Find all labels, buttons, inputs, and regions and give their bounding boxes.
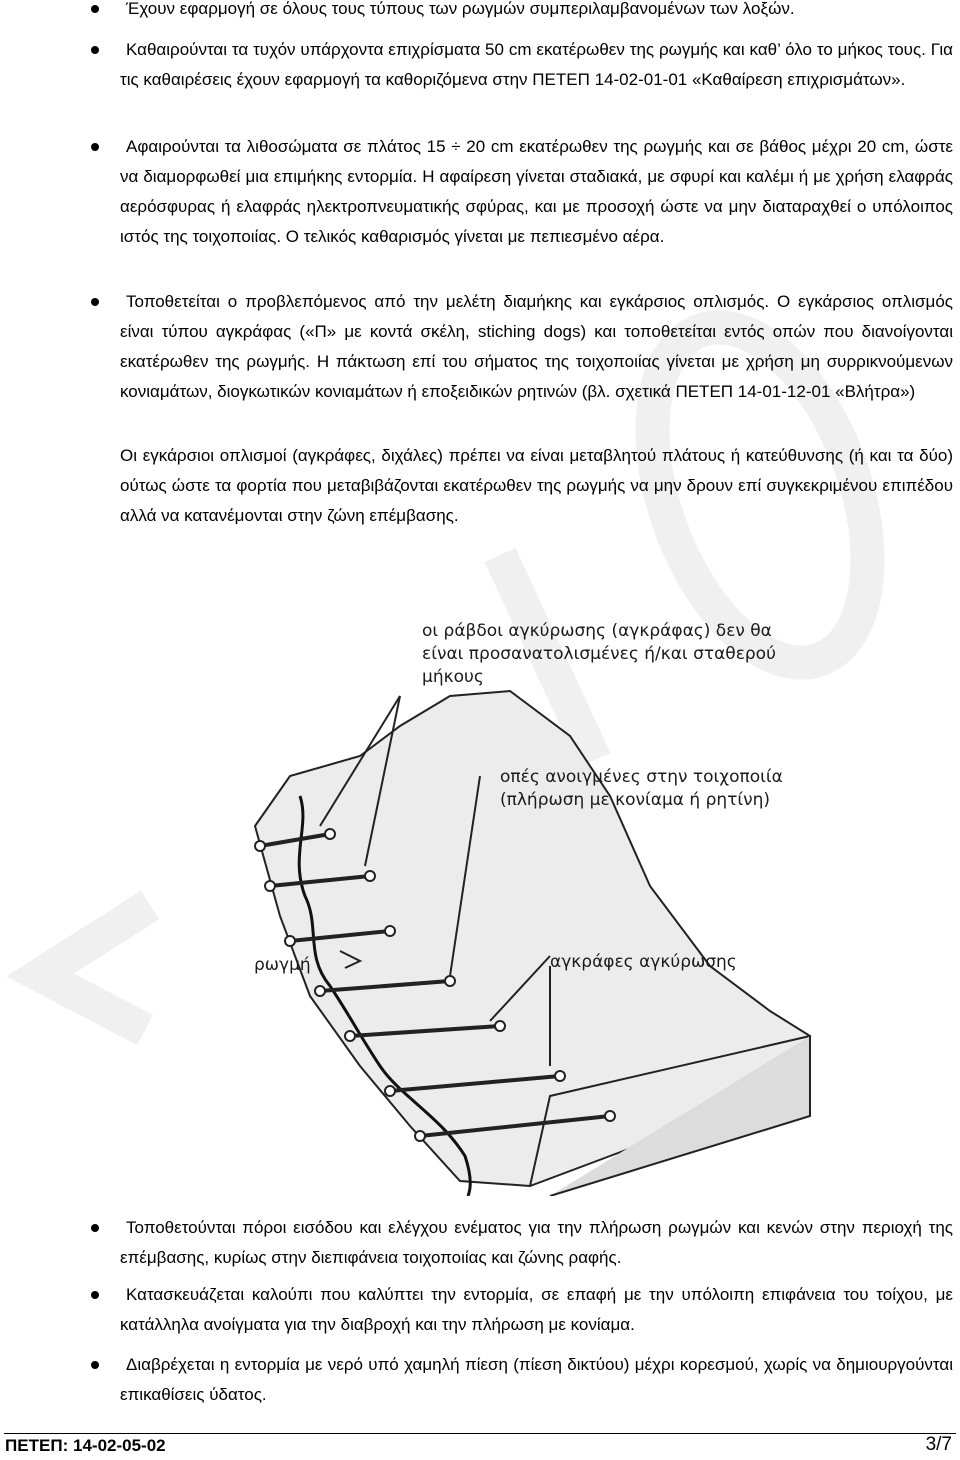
- list-item-text: Διαβρέχεται η εντορμία με νερό υπό χαμηλή πίεση (πίεση δικτύου) μέχρι κορεσμού, χωρίς να δημιουργούνται επικαθίσεις ύδατος.: [120, 1355, 953, 1404]
- label-anchor: αγκράφες αγκύρωσης: [550, 952, 737, 972]
- stitching-figure: [250, 596, 960, 1196]
- bullet-icon: [91, 1361, 99, 1369]
- bullet-icon: [91, 143, 99, 151]
- footer-code: ΠΕΤΕΠ: 14-02-05-02: [5, 1436, 166, 1455]
- list-item-text: Κατασκευάζεται καλούπι που καλύπτει την εντορμία, σε επαφή με την υπόλοιπη επιφάνεια του τοίχου, με κατάλληλα ανοίγματα για την διαβροχή και την πλήρωση με κονίαμα.: [120, 1285, 953, 1334]
- list-item-text: Τοποθετούνται πόροι εισόδου και ελέγχου ενέματος για την πλήρωση ρωγμών και κενών στην περιοχή της επέμβασης, κυρίως στην διεπιφάνεια τοιχοποιίας και ζώνης ραφής.: [120, 1218, 953, 1267]
- list-item-text: Καθαιρούνται τα τυχόν υπάρχοντα επιχρίσματα 50 cm εκατέρωθεν της ρωγμής και καθ’ όλο το μήκος τους. Για τις καθαιρέσεις έχουν εφαρμογή τα καθοριζόμενα στην ΠΕΤΕΠ 14-02-01-01 «Καθαίρεση επιχρισμάτων».: [120, 40, 953, 89]
- bullet-icon: [91, 5, 99, 13]
- bullet-icon: [91, 46, 99, 54]
- page-number: 3/7: [925, 1434, 952, 1455]
- bullet-icon: [91, 1224, 99, 1232]
- label-crack: ρωγμή: [254, 955, 311, 975]
- list-item: [120, 1350, 953, 1410]
- list-item: [120, 287, 953, 407]
- list-item: [120, 1213, 953, 1273]
- list-item: [120, 35, 953, 95]
- list-item: [120, 1280, 953, 1340]
- bullet-icon: [91, 298, 99, 306]
- label-anchors: οι ράβδοι αγκύρωσης (αγκράφας) δεν θα είναι προσανατολισμένες ή/και σταθερού μήκους: [422, 621, 776, 687]
- list-item-text: Αφαιρούνται τα λιθοσώματα σε πλάτος 15 ÷ 20 cm εκατέρωθεν της ρωγμής και σε βάθος μέχρι 20 cm, ώστε να διαμορφωθεί μια επιμήκης εντορμία. Η αφαίρεση γίνεται σταδιακά, με σφυρί και καλέμι ή με χρήση ελαφράς αερόσφυρας ή ελαφράς ηλεκτροπνευματικής σφύρας, και με προσοχή ώστε να μην διαταραχθεί ο υπόλοιπος ιστός της τοιχοποιίας. Ο τελικός καθαρισμός γίνεται με πεπιεσμένο αέρα.: [120, 137, 953, 246]
- list-item-text: Τοποθετείται ο προβλεπόμενος από την μελέτη διαμήκης και εγκάρσιος οπλισμός. Ο εγκάρσιος οπλισμός είναι τύπου αγκράφας («Π» με κοντά σκέλη, stiching dogs) και τοποθετείται εντός οπών που διανοίγονται εκατέρωθεν της ρωγμής. Η πάκτωση επί του σήματος της τοιχοποιίας γίνεται με χρήση μη συρρικνούμενων κονιαμάτων, διογκωτικών κονιαμάτων ή εποξειδικών ρητινών (βλ. σχετικά ΠΕΤΕΠ 14-01-12-01 «Βλήτρα»): [120, 292, 953, 401]
- bullet-icon: [91, 1291, 99, 1299]
- list-item: [120, 132, 953, 252]
- body-paragraph: Οι εγκάρσιοι οπλισμοί (αγκράφες, διχάλες) πρέπει να είναι μεταβλητού πλάτους ή κατεύθυνσης (ή και τα δύο) ούτως ώστε τα φορτία που μεταβιβάζονται εκατέρωθεν της ρωγμής να μην δρουν επί συγκεκριμένου επιπέδου αλλά να κατανέμονται στην ζώνη επέμβασης.: [120, 446, 953, 525]
- label-holes: οπές ανοιγμένες στην τοιχοποιία (πλήρωση με κονίαμα ή ρητίνη): [500, 767, 783, 810]
- list-item: [120, 0, 953, 24]
- list-item-text: Έχουν εφαρμογή σε όλους τους τύπους των ρωγμών συμπεριλαμβανομένων των λοξών.: [126, 0, 795, 18]
